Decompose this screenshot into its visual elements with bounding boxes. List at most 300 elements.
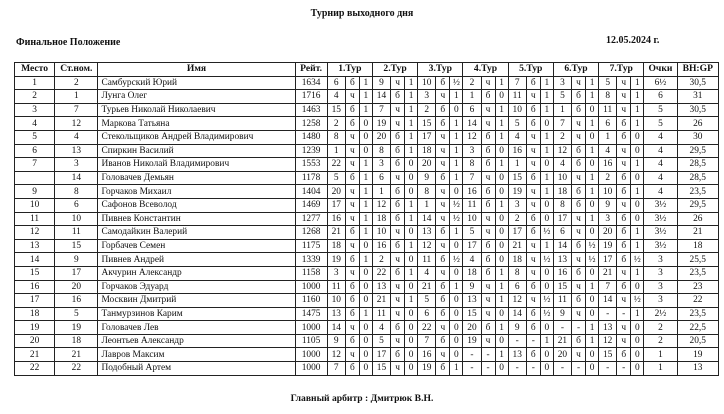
round-7-color: ч [617, 321, 631, 335]
round-1-opponent: 21 [327, 226, 345, 240]
place-cell: 7 [15, 158, 55, 172]
round-5-result: ½ [540, 226, 553, 240]
table-row [15, 321, 719, 335]
start-number-cell: 3 [55, 158, 98, 172]
round-7-color: б [617, 130, 631, 144]
rating-cell: 1480 [295, 130, 327, 144]
round-3-color: ч [436, 130, 450, 144]
round-2-result: 0 [405, 158, 418, 172]
start-number-cell: 11 [55, 226, 98, 240]
round-5-opponent: 2 [508, 212, 526, 226]
round-2-color: ч [391, 280, 405, 294]
rating-cell: 1404 [295, 185, 327, 199]
round-2-result: 0 [405, 280, 418, 294]
round-7-color: ч [617, 90, 631, 104]
round-3-result: 0 [450, 348, 463, 362]
round-7-opponent: 1 [599, 130, 617, 144]
round-2-result: 0 [405, 185, 418, 199]
round-5-color: ч [526, 130, 540, 144]
rating-cell: 1160 [295, 294, 327, 308]
round-4-result: 1 [495, 266, 508, 280]
round-2-result: 1 [405, 239, 418, 253]
table-row [15, 362, 719, 376]
round-3-color: б [436, 171, 450, 185]
round-6-result: 0 [586, 348, 599, 362]
rating-cell: 1463 [295, 103, 327, 117]
round-4-result: 1 [495, 76, 508, 90]
points-cell: 3½ [644, 239, 677, 253]
round-4-result: 1 [495, 348, 508, 362]
round-3-opponent: 2 [418, 103, 436, 117]
round-1-color: б [345, 334, 359, 348]
round-6-result: 0 [586, 226, 599, 240]
round-6-result: 1 [586, 117, 599, 131]
header-start-number: Ст.ном. [55, 63, 98, 77]
rating-cell: 1716 [295, 90, 327, 104]
points-cell: 1 [644, 362, 677, 376]
round-5-color: ч [526, 253, 540, 267]
place-cell: 17 [15, 294, 55, 308]
round-7-opponent: 15 [599, 348, 617, 362]
round-6-result: 1 [586, 185, 599, 199]
points-cell: 1 [644, 348, 677, 362]
round-5-result: 0 [540, 280, 553, 294]
round-1-result: 0 [359, 294, 372, 308]
round-6-opponent: - [553, 321, 571, 335]
place-cell: 15 [15, 266, 55, 280]
table-row [15, 334, 719, 348]
points-cell: 4 [644, 130, 677, 144]
round-2-opponent: 1 [372, 185, 390, 199]
round-4-opponent: 11 [463, 198, 481, 212]
round-3-result: 0 [450, 103, 463, 117]
round-1-result: 0 [359, 144, 372, 158]
table-row [15, 307, 719, 321]
round-6-color: б [571, 239, 585, 253]
round-4-result: 0 [495, 171, 508, 185]
table-row [15, 348, 719, 362]
round-1-result: 1 [359, 185, 372, 199]
player-name-cell: Москвин Дмитрий [98, 294, 295, 308]
round-1-opponent: 17 [327, 198, 345, 212]
round-5-opponent: 17 [508, 226, 526, 240]
tournament-title: Турнир выходного дня [310, 8, 414, 19]
round-3-opponent: 13 [418, 226, 436, 240]
round-4-result: 1 [495, 158, 508, 172]
round-6-result: 1 [586, 321, 599, 335]
round-5-opponent: 18 [508, 253, 526, 267]
round-5-opponent: 21 [508, 239, 526, 253]
start-number-cell: 2 [55, 76, 98, 90]
round-7-result: 0 [631, 198, 644, 212]
round-1-result: 0 [359, 362, 372, 376]
table-row [15, 103, 719, 117]
round-4-color: б [481, 198, 495, 212]
round-6-result: 1 [586, 76, 599, 90]
round-3-result: 0 [450, 321, 463, 335]
round-5-result: ½ [540, 253, 553, 267]
player-name-cell: Лунга Олег [98, 90, 295, 104]
round-1-opponent: 15 [327, 103, 345, 117]
round-2-color: б [391, 266, 405, 280]
round-2-color: б [391, 348, 405, 362]
round-1-opponent: 13 [327, 307, 345, 321]
place-cell: 6 [15, 144, 55, 158]
round-1-color: ч [345, 130, 359, 144]
table-row [15, 158, 719, 172]
round-1-opponent: 3 [327, 266, 345, 280]
round-7-opponent: 3 [599, 212, 617, 226]
table-row [15, 130, 719, 144]
round-3-result: 0 [450, 185, 463, 199]
points-cell: 3½ [644, 198, 677, 212]
round-7-color: ч [617, 266, 631, 280]
round-7-color: - [617, 362, 631, 376]
round-3-opponent: 11 [418, 253, 436, 267]
round-2-result: 1 [405, 198, 418, 212]
round-7-result: 0 [631, 362, 644, 376]
standings-table [14, 62, 719, 376]
round-2-opponent: 11 [372, 307, 390, 321]
points-cell: 4 [644, 158, 677, 172]
round-3-opponent: 20 [418, 158, 436, 172]
round-5-result: 1 [540, 171, 553, 185]
points-cell: 4 [644, 144, 677, 158]
round-6-result: 0 [586, 362, 599, 376]
points-cell: 2½ [644, 307, 677, 321]
header-points: Очки [644, 63, 677, 77]
round-5-opponent: 6 [508, 280, 526, 294]
round-5-color: ч [526, 239, 540, 253]
round-5-color: ч [526, 144, 540, 158]
round-5-color: б [526, 212, 540, 226]
round-7-color: ч [617, 334, 631, 348]
round-2-opponent: 22 [372, 266, 390, 280]
round-5-color: ч [526, 158, 540, 172]
start-number-cell: 16 [55, 294, 98, 308]
tiebreak-cell: 18 [677, 239, 718, 253]
round-1-color: б [345, 253, 359, 267]
round-2-result: 0 [405, 253, 418, 267]
player-name-cell: Акчурин Александр [98, 266, 295, 280]
round-7-opponent: 21 [599, 266, 617, 280]
round-7-color: б [617, 226, 631, 240]
round-4-opponent: 2 [463, 76, 481, 90]
table-row [15, 117, 719, 131]
player-name-cell: Пивнев Константин [98, 212, 295, 226]
rating-cell: 1105 [295, 334, 327, 348]
round-3-color: ч [436, 321, 450, 335]
start-number-cell: 18 [55, 334, 98, 348]
round-1-color: б [345, 76, 359, 90]
round-2-result: 0 [405, 226, 418, 240]
round-4-color: б [481, 266, 495, 280]
round-4-opponent: - [463, 362, 481, 376]
round-6-color: - [571, 321, 585, 335]
round-6-result: 1 [586, 212, 599, 226]
round-1-color: ч [345, 185, 359, 199]
round-1-opponent: 4 [327, 90, 345, 104]
round-2-opponent: 3 [372, 158, 390, 172]
round-3-result: 1 [450, 171, 463, 185]
round-2-color: ч [391, 307, 405, 321]
round-7-opponent: 10 [599, 185, 617, 199]
round-7-color: б [617, 185, 631, 199]
table-row [15, 90, 719, 104]
start-number-cell: 10 [55, 212, 98, 226]
place-cell: 9 [15, 185, 55, 199]
player-name-cell: Турьев Николай Николаевич [98, 103, 295, 117]
round-4-color: ч [481, 117, 495, 131]
table-row [15, 185, 719, 199]
round-5-opponent: - [508, 362, 526, 376]
round-7-opponent: 4 [599, 144, 617, 158]
round-1-color: ч [345, 321, 359, 335]
round-6-result: 1 [586, 280, 599, 294]
round-1-color: ч [345, 144, 359, 158]
place-cell: 1 [15, 76, 55, 90]
round-7-result: 1 [631, 185, 644, 199]
round-6-result: 0 [586, 103, 599, 117]
round-4-color: ч [481, 212, 495, 226]
round-2-opponent: 21 [372, 294, 390, 308]
table-row [15, 266, 719, 280]
round-5-result: 0 [540, 117, 553, 131]
player-name-cell: Головачев Лев [98, 321, 295, 335]
round-2-result: 1 [405, 144, 418, 158]
round-3-opponent: 10 [418, 76, 436, 90]
table-row [15, 212, 719, 226]
round-3-color: б [436, 307, 450, 321]
table-row [15, 239, 719, 253]
points-cell: 6 [644, 90, 677, 104]
rating-cell: 1469 [295, 198, 327, 212]
round-5-color: - [526, 334, 540, 348]
round-1-result: 1 [359, 90, 372, 104]
round-5-result: ½ [540, 307, 553, 321]
round-2-result: 1 [405, 266, 418, 280]
tiebreak-cell: 26 [677, 212, 718, 226]
round-3-opponent: 3 [418, 90, 436, 104]
round-3-color: ч [436, 90, 450, 104]
start-number-cell: 22 [55, 362, 98, 376]
round-2-result: 0 [405, 307, 418, 321]
points-cell: 3 [644, 253, 677, 267]
round-5-result: 1 [540, 334, 553, 348]
round-2-opponent: 7 [372, 103, 390, 117]
start-number-cell: 21 [55, 348, 98, 362]
round-1-result: 1 [359, 198, 372, 212]
round-7-result: 1 [631, 266, 644, 280]
player-name-cell: Сафонов Всеволод [98, 198, 295, 212]
round-4-opponent: 15 [463, 307, 481, 321]
round-1-opponent: 6 [327, 76, 345, 90]
round-1-color: ч [345, 266, 359, 280]
tiebreak-cell: 19 [677, 348, 718, 362]
round-6-result: 1 [586, 171, 599, 185]
round-2-result: 1 [405, 103, 418, 117]
round-7-color: - [617, 307, 631, 321]
player-name-cell: Горбачев Семен [98, 239, 295, 253]
round-1-opponent: 22 [327, 158, 345, 172]
rating-cell: 1258 [295, 117, 327, 131]
round-1-opponent: 8 [327, 130, 345, 144]
round-1-opponent: 19 [327, 253, 345, 267]
round-7-color: б [617, 117, 631, 131]
round-1-color: б [345, 307, 359, 321]
round-1-opponent: 11 [327, 280, 345, 294]
round-6-opponent: 14 [553, 239, 571, 253]
points-cell: 3 [644, 280, 677, 294]
round-3-result: 1 [450, 144, 463, 158]
round-2-result: 1 [405, 117, 418, 131]
round-5-result: 1 [540, 76, 553, 90]
round-4-result: 0 [495, 334, 508, 348]
tiebreak-cell: 13 [677, 362, 718, 376]
place-cell: 11 [15, 212, 55, 226]
round-6-result: ½ [586, 239, 599, 253]
round-1-color: ч [345, 348, 359, 362]
round-1-color: б [345, 103, 359, 117]
round-1-opponent: 16 [327, 212, 345, 226]
round-7-color: ч [617, 144, 631, 158]
round-3-result: ½ [450, 76, 463, 90]
round-7-opponent: 9 [599, 198, 617, 212]
table-row [15, 198, 719, 212]
header-place: Место [15, 63, 55, 77]
tiebreak-cell: 23,5 [677, 307, 718, 321]
round-1-color: ч [345, 90, 359, 104]
round-4-color: б [481, 90, 495, 104]
round-7-color: ч [617, 198, 631, 212]
round-1-color: б [345, 171, 359, 185]
tiebreak-cell: 23 [677, 280, 718, 294]
place-cell: 16 [15, 280, 55, 294]
round-4-color: ч [481, 307, 495, 321]
rating-cell: 1000 [295, 348, 327, 362]
round-4-result: 1 [495, 103, 508, 117]
round-5-opponent: 19 [508, 185, 526, 199]
place-cell: 4 [15, 117, 55, 131]
round-4-result: 1 [495, 198, 508, 212]
round-2-color: ч [391, 76, 405, 90]
round-1-color: ч [345, 212, 359, 226]
round-1-result: 1 [359, 76, 372, 90]
round-6-opponent: 16 [553, 266, 571, 280]
round-7-result: 0 [631, 144, 644, 158]
tiebreak-cell: 30,5 [677, 76, 718, 90]
round-5-color: ч [526, 90, 540, 104]
round-3-result: 1 [450, 117, 463, 131]
round-1-opponent: 18 [327, 239, 345, 253]
round-5-opponent: 12 [508, 294, 526, 308]
round-4-color: ч [481, 334, 495, 348]
round-2-opponent: 13 [372, 280, 390, 294]
round-3-opponent: 17 [418, 130, 436, 144]
table-row [15, 280, 719, 294]
round-3-color: ч [436, 198, 450, 212]
standings-subtitle: Финальное Положение [16, 37, 121, 48]
round-2-opponent: 19 [372, 117, 390, 131]
rating-cell: 1175 [295, 239, 327, 253]
tiebreak-cell: 23,5 [677, 185, 718, 199]
round-6-color: б [571, 103, 585, 117]
player-name-cell: Головачев Демьян [98, 171, 295, 185]
player-name-cell: Самбурский Юрий [98, 76, 295, 90]
round-3-opponent: 14 [418, 212, 436, 226]
round-4-color: - [481, 348, 495, 362]
player-name-cell: Горчаков Эдуард [98, 280, 295, 294]
round-1-result: 0 [359, 266, 372, 280]
round-3-color: б [436, 294, 450, 308]
round-1-opponent: 14 [327, 321, 345, 335]
header-row [15, 63, 719, 77]
round-6-color: ч [571, 212, 585, 226]
round-3-opponent: 6 [418, 307, 436, 321]
round-6-color: б [571, 266, 585, 280]
round-4-color: б [481, 321, 495, 335]
round-1-opponent: 2 [327, 117, 345, 131]
round-3-result: 0 [450, 307, 463, 321]
tiebreak-cell: 30 [677, 130, 718, 144]
round-2-result: 0 [405, 334, 418, 348]
round-4-result: 1 [495, 321, 508, 335]
round-4-color: - [481, 362, 495, 376]
round-5-opponent: 3 [508, 198, 526, 212]
header-name: Имя [98, 63, 295, 77]
round-3-color: ч [436, 348, 450, 362]
round-3-color: б [436, 76, 450, 90]
round-1-result: 0 [359, 130, 372, 144]
round-4-result: 0 [495, 185, 508, 199]
round-6-opponent: 11 [553, 294, 571, 308]
round-3-opponent: 18 [418, 144, 436, 158]
round-7-color: б [617, 280, 631, 294]
round-5-color: б [526, 280, 540, 294]
round-2-color: б [391, 185, 405, 199]
round-3-opponent: 9 [418, 171, 436, 185]
round-5-color: ч [526, 185, 540, 199]
round-4-color: б [481, 253, 495, 267]
round-1-result: 0 [359, 321, 372, 335]
round-5-opponent: 4 [508, 130, 526, 144]
round-6-color: - [571, 362, 585, 376]
table-row [15, 171, 719, 185]
round-6-opponent: 2 [553, 130, 571, 144]
round-6-color: б [571, 198, 585, 212]
round-3-color: ч [436, 158, 450, 172]
round-7-result: 1 [631, 226, 644, 240]
round-3-result: 0 [450, 239, 463, 253]
header-round-1: 1.Тур [327, 63, 372, 77]
round-6-result: 0 [586, 266, 599, 280]
points-cell: 4 [644, 185, 677, 199]
round-6-result: 0 [586, 158, 599, 172]
round-3-opponent: 5 [418, 294, 436, 308]
round-7-result: 1 [631, 117, 644, 131]
round-2-result: 1 [405, 212, 418, 226]
round-7-result: 1 [631, 76, 644, 90]
round-3-opponent: 15 [418, 117, 436, 131]
round-2-color: б [391, 321, 405, 335]
start-number-cell: 19 [55, 321, 98, 335]
place-cell: 10 [15, 198, 55, 212]
start-number-cell: 15 [55, 239, 98, 253]
tiebreak-cell: 22 [677, 294, 718, 308]
round-5-opponent: 1 [508, 158, 526, 172]
header-round-2: 2.Тур [372, 63, 417, 77]
round-2-result: 0 [405, 362, 418, 376]
